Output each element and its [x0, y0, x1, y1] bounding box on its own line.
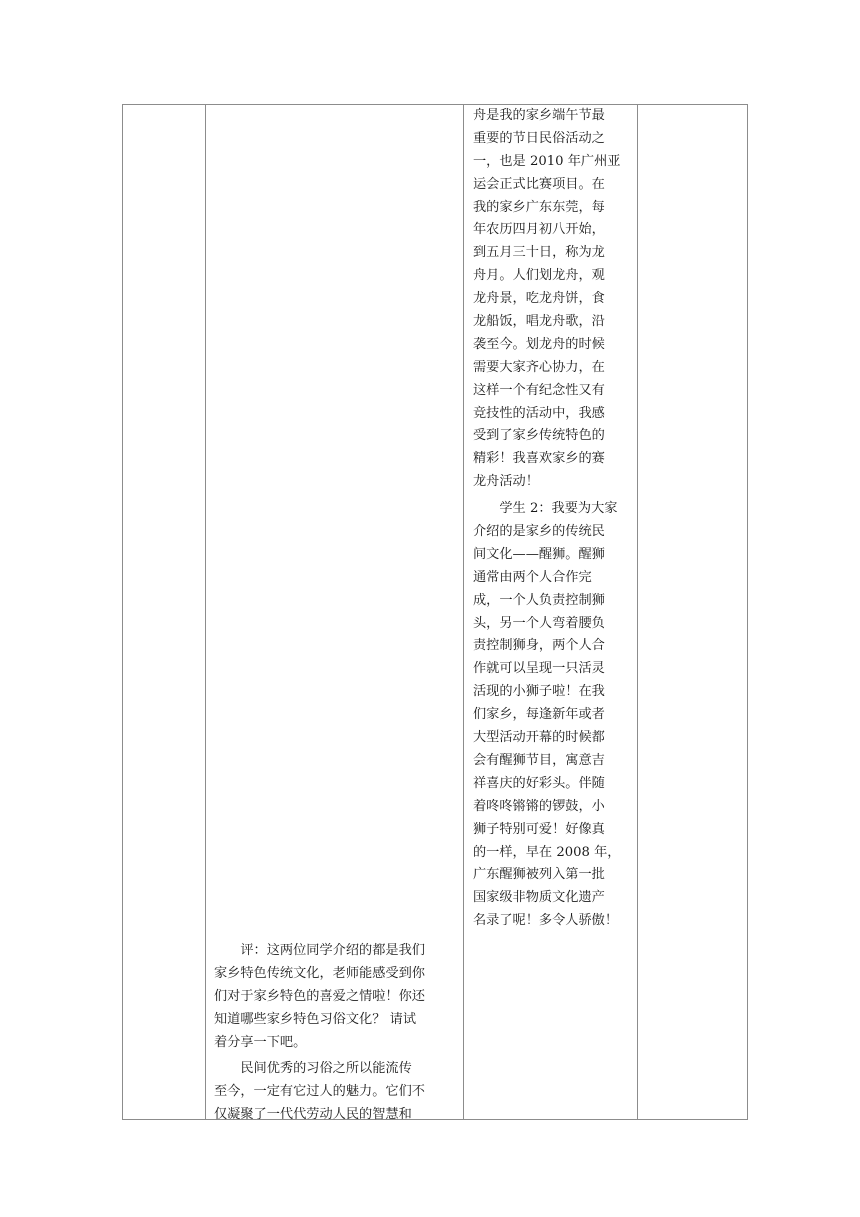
table-right-border [747, 104, 748, 1120]
text-line: 的一样，早在 2008 年， [473, 844, 621, 860]
text-line: 舟月。人们划龙舟，观 [473, 268, 605, 284]
text-line: 学生 2：我要为大家 [473, 501, 618, 517]
teacher-activity-cell [214, 940, 458, 1127]
student-activity-cell [473, 105, 633, 933]
text-line: 家乡特色传统文化，老师能感受到你 [214, 965, 425, 981]
text-line: 着咚咚锵锵的锣鼓，小 [473, 798, 605, 814]
column-divider-1 [205, 104, 206, 1120]
text-line: 舟是我的家乡端午节最 [473, 108, 605, 123]
text-line: 需要大家齐心协力，在 [473, 359, 605, 375]
text-line: 受到了家乡传统特色的 [473, 428, 605, 444]
paragraph-dragon-boat [473, 105, 633, 494]
text-line: 民间优秀的习俗之所以能流传 [214, 1061, 412, 1077]
text-line: 龙船饭，唱龙舟歌，沿 [473, 314, 605, 330]
text-line: 年农历四月初八开始， [473, 222, 605, 238]
text-line: 们家乡，每逢新年或者 [473, 707, 605, 723]
text-line: 评：这两位同学介绍的都是我们 [214, 943, 425, 958]
text-line: 活现的小狮子啦！在我 [473, 684, 605, 700]
column-divider-2 [463, 104, 464, 1120]
column-divider-3 [637, 104, 638, 1120]
text-line: 我的家乡广东东莞，每 [473, 199, 605, 215]
text-line: 责控制狮身，两个人合 [473, 638, 605, 654]
text-line: 通常由两个人合作完 [473, 569, 592, 585]
text-line: 狮子特别可爱！好像真 [473, 821, 605, 837]
text-line: 着分享一下吧。 [214, 1034, 307, 1050]
text-line: 成，一个人负责控制狮 [473, 592, 605, 608]
text-line: 竞技性的活动中，我感 [473, 405, 605, 421]
text-line: 间文化——醒狮。醒狮 [473, 546, 605, 562]
text-line: 作就可以呈现一只活灵 [473, 661, 605, 677]
text-line: 运会正式比赛项目。在 [473, 176, 605, 192]
text-line: 至今，一定有它过人的魅力。它们不 [214, 1084, 425, 1100]
text-line: 大型活动开幕的时候都 [473, 730, 605, 746]
text-line: 仅凝聚了一代代劳动人民的智慧和 [214, 1107, 412, 1123]
text-line: 龙舟景，吃龙舟饼，食 [473, 291, 605, 307]
text-line: 们对于家乡特色的喜爱之情啦！你还 [214, 988, 425, 1004]
table-left-border [122, 104, 123, 1120]
text-line: 到五月三十日，称为龙 [473, 245, 605, 261]
text-line: 介绍的是家乡的传统民 [473, 524, 605, 540]
text-line: 国家级非物质文化遗产 [473, 890, 605, 906]
text-line: 这样一个有纪念性又有 [473, 382, 605, 398]
paragraph-teacher-comment [214, 940, 458, 1054]
text-line: 知道哪些家乡特色习俗文化？ 请试 [214, 1011, 417, 1027]
text-line: 精彩！我喜欢家乡的赛 [473, 451, 605, 467]
text-line: 龙舟活动！ [473, 474, 539, 490]
text-line: 会有醒狮节目，寓意吉 [473, 752, 605, 768]
text-line: 名录了呢！多令人骄傲！ [473, 913, 619, 929]
text-line: 袭至今。划龙舟的时候 [473, 336, 605, 352]
paragraph-lion-dance [473, 498, 633, 933]
text-line: 头，另一个人弯着腰负 [473, 615, 605, 631]
text-line: 祥喜庆的好彩头。伴随 [473, 775, 605, 791]
paragraph-folk-customs [214, 1058, 458, 1127]
table-top-border [122, 104, 748, 105]
text-line: 一，也是 2010 年广州亚 [473, 153, 621, 169]
text-line: 重要的节日民俗活动之 [473, 130, 605, 146]
text-line: 广东醒狮被列入第一批 [473, 867, 605, 883]
